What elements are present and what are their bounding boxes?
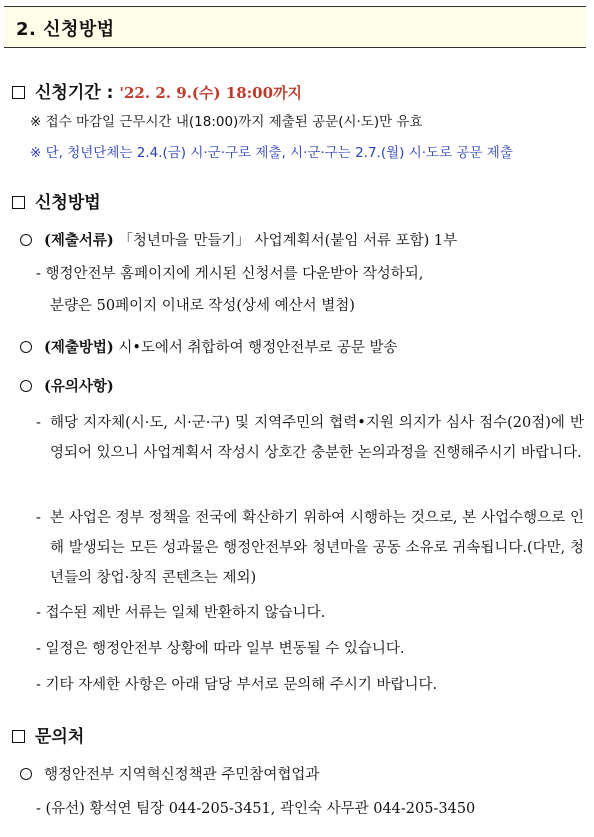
contact-dept-item — [20, 765, 319, 785]
docs-label: (제출서류) — [44, 232, 114, 249]
note-e: - 기타 자세한 사항은 아래 담당 부서로 문의해 주시기 바랍니다. — [36, 677, 438, 693]
submit-label: (제출방법) — [44, 339, 114, 356]
bullet-circle-icon — [20, 341, 32, 353]
note-a-text: 해당 지자체(시·도, 시·군·구) 및 지역주민의 협력•지원 의지가 심사 점수(20점)에 반영되어 있으니 사업계획서 작성시 상호간 충분한 논의과정을 진행해주시기 바랍니다. — [50, 415, 584, 461]
period-note-1: ※ 접수 마감일 근무시간 내(18:00)까지 제출된 공문(시·도)만 유효 — [30, 114, 423, 130]
contact-dept: 행정안전부 지역혁신정책관 주민참여협업과 — [44, 767, 320, 783]
note-a: - 해당 지자체(시·도, 시·군·구) 및 지역주민의 협력•지원 의지가 심사 점수(20점)에 반영되어 있으니 사업계획서 작성시 상호간 충분한 논의과정을 진행해주시기 바랍니다. — [36, 408, 584, 468]
bullet-circle-icon — [20, 234, 32, 246]
section-header — [4, 6, 586, 48]
note-c: - 접수된 제반 서류는 일체 반환하지 않습니다. — [36, 605, 326, 621]
docs-item — [20, 231, 457, 251]
submit-text: 시•도에서 취합하여 행정안전부로 공문 발송 — [118, 340, 398, 356]
checkbox-square-icon — [12, 196, 25, 209]
docs-sub-1: - 행정안전부 홈페이지에 게시된 신청서를 다운받아 작성하되, — [36, 266, 424, 282]
contact-phones: - (유선) 황석연 팀장 044-205-3451, 곽인숙 사무관 044-205-3450 — [36, 801, 476, 817]
notes-item — [20, 377, 114, 397]
contact-heading-row — [12, 722, 84, 747]
period-note-2: ※ 단, 청년단체는 2.4.(금) 시·군·구로 제출, 시·군·구는 2.7.(월) 시·도로 공문 제출 — [30, 145, 513, 161]
bullet-circle-icon — [20, 768, 32, 780]
contact-heading: 문의처 — [35, 727, 85, 747]
note-d: - 일정은 행정안전부 상황에 따라 일부 변동될 수 있습니다. — [36, 641, 405, 657]
checkbox-square-icon — [12, 730, 25, 743]
method-heading-row — [12, 188, 101, 213]
docs-text: 「청년마을 만들기」 사업계획서(붙임 서류 포함) 1부 — [118, 233, 458, 249]
period-heading: 신청기간 : — [35, 83, 114, 103]
period-heading-row — [12, 78, 302, 103]
note-b-text: 본 사업은 정부 정책을 전국에 확산하기 위하여 시행하는 것으로, 본 사업수행으로 인해 발생되는 모든 성과물은 행정안전부와 청년마을 공동 소유로 귀속됩니다.(다만, 청년들의 창업·창직 콘텐츠는 제외) — [50, 510, 584, 586]
notes-label: (유의사항) — [44, 378, 114, 395]
checkbox-square-icon — [12, 86, 25, 99]
submit-item — [20, 338, 397, 358]
method-heading: 신청방법 — [35, 193, 101, 213]
bullet-circle-icon — [20, 380, 32, 392]
section-title: 2. 신청방법 — [16, 19, 115, 40]
docs-sub-2: 분량은 50페이지 이내로 작성(상세 예산서 별첨) — [50, 298, 355, 314]
period-deadline: '22. 2. 9.(수) 18:00까지 — [119, 84, 303, 102]
note-b: - 본 사업은 정부 정책을 전국에 확산하기 위하여 시행하는 것으로, 본 사업수행으로 인해 발생되는 모든 성과물은 행정안전부와 청년마을 공동 소유로 귀속됩니다.(다만, 청년들의 창업·창직 콘텐츠는 제외) — [36, 503, 584, 593]
